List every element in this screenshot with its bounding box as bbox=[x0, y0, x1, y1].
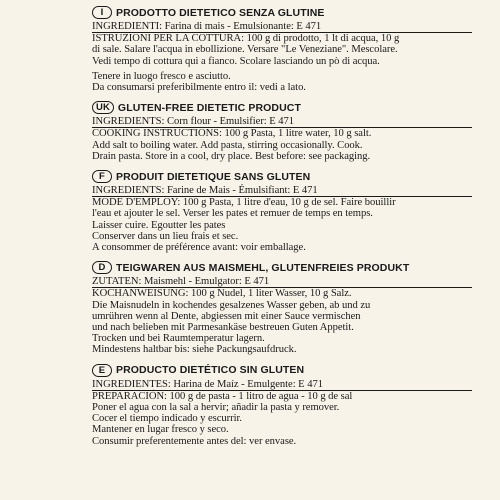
section-line: INGREDIENTS: Corn flour - Emulsifier: E 471 bbox=[92, 116, 472, 128]
language-badge: D bbox=[92, 261, 112, 274]
section-line: umrühren wenn al Dente, abgiessen mit einer Sauce vermischen bbox=[92, 310, 361, 322]
section-header bbox=[92, 99, 492, 116]
section-title: PRODOTTO DIETETICO SENZA GLUTINE bbox=[116, 6, 325, 19]
section-line: COOKING INSTRUCTIONS: 100 g Pasta, 1 litre water, 10 g salt. bbox=[92, 128, 372, 140]
section-header bbox=[92, 259, 492, 276]
section-line: Da consumarsi preferibilmente entro il: vedi a lato. bbox=[92, 82, 306, 94]
section-line: INGREDIENTS: Farine de Mais - Émulsifiant: E 471 bbox=[92, 185, 472, 197]
section-line: und nach belieben mit Parmesankäse bestreuen Guten Appetit. bbox=[92, 322, 354, 334]
section-line: di sale. Salare l'acqua in ebollizione. Versare "Le Veneziane". Mescolare. bbox=[92, 44, 398, 56]
section-header bbox=[92, 4, 492, 21]
section-line: Mantener en lugar fresco y seco. bbox=[92, 424, 229, 436]
section-line: l'eau et ajouter le sel. Verser les pates et remuer de temps en temps. bbox=[92, 208, 373, 220]
section-italian bbox=[92, 4, 492, 93]
section-line: Add salt to boiling water. Add pasta, stirring occasionally. Cook. bbox=[92, 139, 363, 151]
section-line: Die Maisnudeln in kochendes gesalzenes Wasser geben, ab und zu bbox=[92, 299, 371, 311]
section-line: KOCHANWEISUNG: 100 g Nudel, 1 liter Wasser, 10 g Salz. bbox=[92, 288, 352, 300]
section-line: INGREDIENTI: Farina di mais - Emulsionante: E 471 bbox=[92, 21, 472, 33]
language-badge: UK bbox=[92, 101, 114, 114]
section-line: MODE D'EMPLOY: 100 g Pasta, 1 litre d'eau, 10 g de sel. Faire bouillir bbox=[92, 197, 396, 209]
section-title: GLUTEN-FREE DIETETIC PRODUCT bbox=[117, 101, 301, 114]
section-title: PRODUCTO DIETÉTICO SIN GLUTEN bbox=[116, 364, 305, 377]
section-line: A consommer de préférence avant: voir emballage. bbox=[92, 242, 306, 254]
section-line: Mindestens haltbar bis: siehe Packungsaufdruck. bbox=[92, 344, 297, 356]
section-line: ISTRUZIONI PER LA COTTURA: 100 g di prodotto, 1 lt di acqua, 10 g bbox=[92, 33, 400, 45]
section-title: PRODUIT DIETETIQUE SANS GLUTEN bbox=[116, 170, 311, 183]
section-french bbox=[92, 168, 492, 253]
section-line: Tenere in luogo fresco e asciutto. bbox=[92, 70, 231, 82]
section-english bbox=[92, 99, 492, 162]
section-line: Conserver dans un lieu frais et sec. bbox=[92, 230, 239, 242]
section-line: Poner el agua con la sal a hervir; añadir la pasta y remover. bbox=[92, 402, 340, 414]
section-header bbox=[92, 362, 492, 379]
section-line: Cocer el tiempo indicado y escurrir. bbox=[92, 413, 242, 425]
section-spanish bbox=[92, 362, 492, 447]
section-line: Drain pasta. Store in a cool, dry place. Best before: see packaging. bbox=[92, 150, 371, 162]
section-header bbox=[92, 168, 492, 185]
section-german bbox=[92, 259, 492, 355]
section-line: Laisser cuire. Egoutter les pates bbox=[92, 219, 226, 231]
section-line: Trocken und bei Raumtemperatur lagern. bbox=[92, 333, 265, 345]
section-line: Vedi tempo di cottura qui a fianco. Scolare lasciando un pò di acqua. bbox=[92, 55, 380, 67]
language-badge: F bbox=[92, 170, 112, 183]
section-line: ZUTATEN: Maismehl - Emulgator: E 471 bbox=[92, 276, 472, 288]
language-badge: E bbox=[92, 364, 112, 377]
language-badge: I bbox=[92, 6, 112, 19]
section-line: Consumir preferentemente antes del: ver envase. bbox=[92, 435, 297, 447]
section-line: PREPARACIÓN: 100 g de pasta - 1 litro de agua - 10 g de sal bbox=[92, 390, 353, 402]
section-title: TEIGWAREN AUS MAISMEHL, GLUTENFREIES PRODUKT bbox=[116, 261, 410, 274]
section-line: INGREDIENTES: Harina de Maíz - Emulgente: E 471 bbox=[92, 379, 472, 391]
